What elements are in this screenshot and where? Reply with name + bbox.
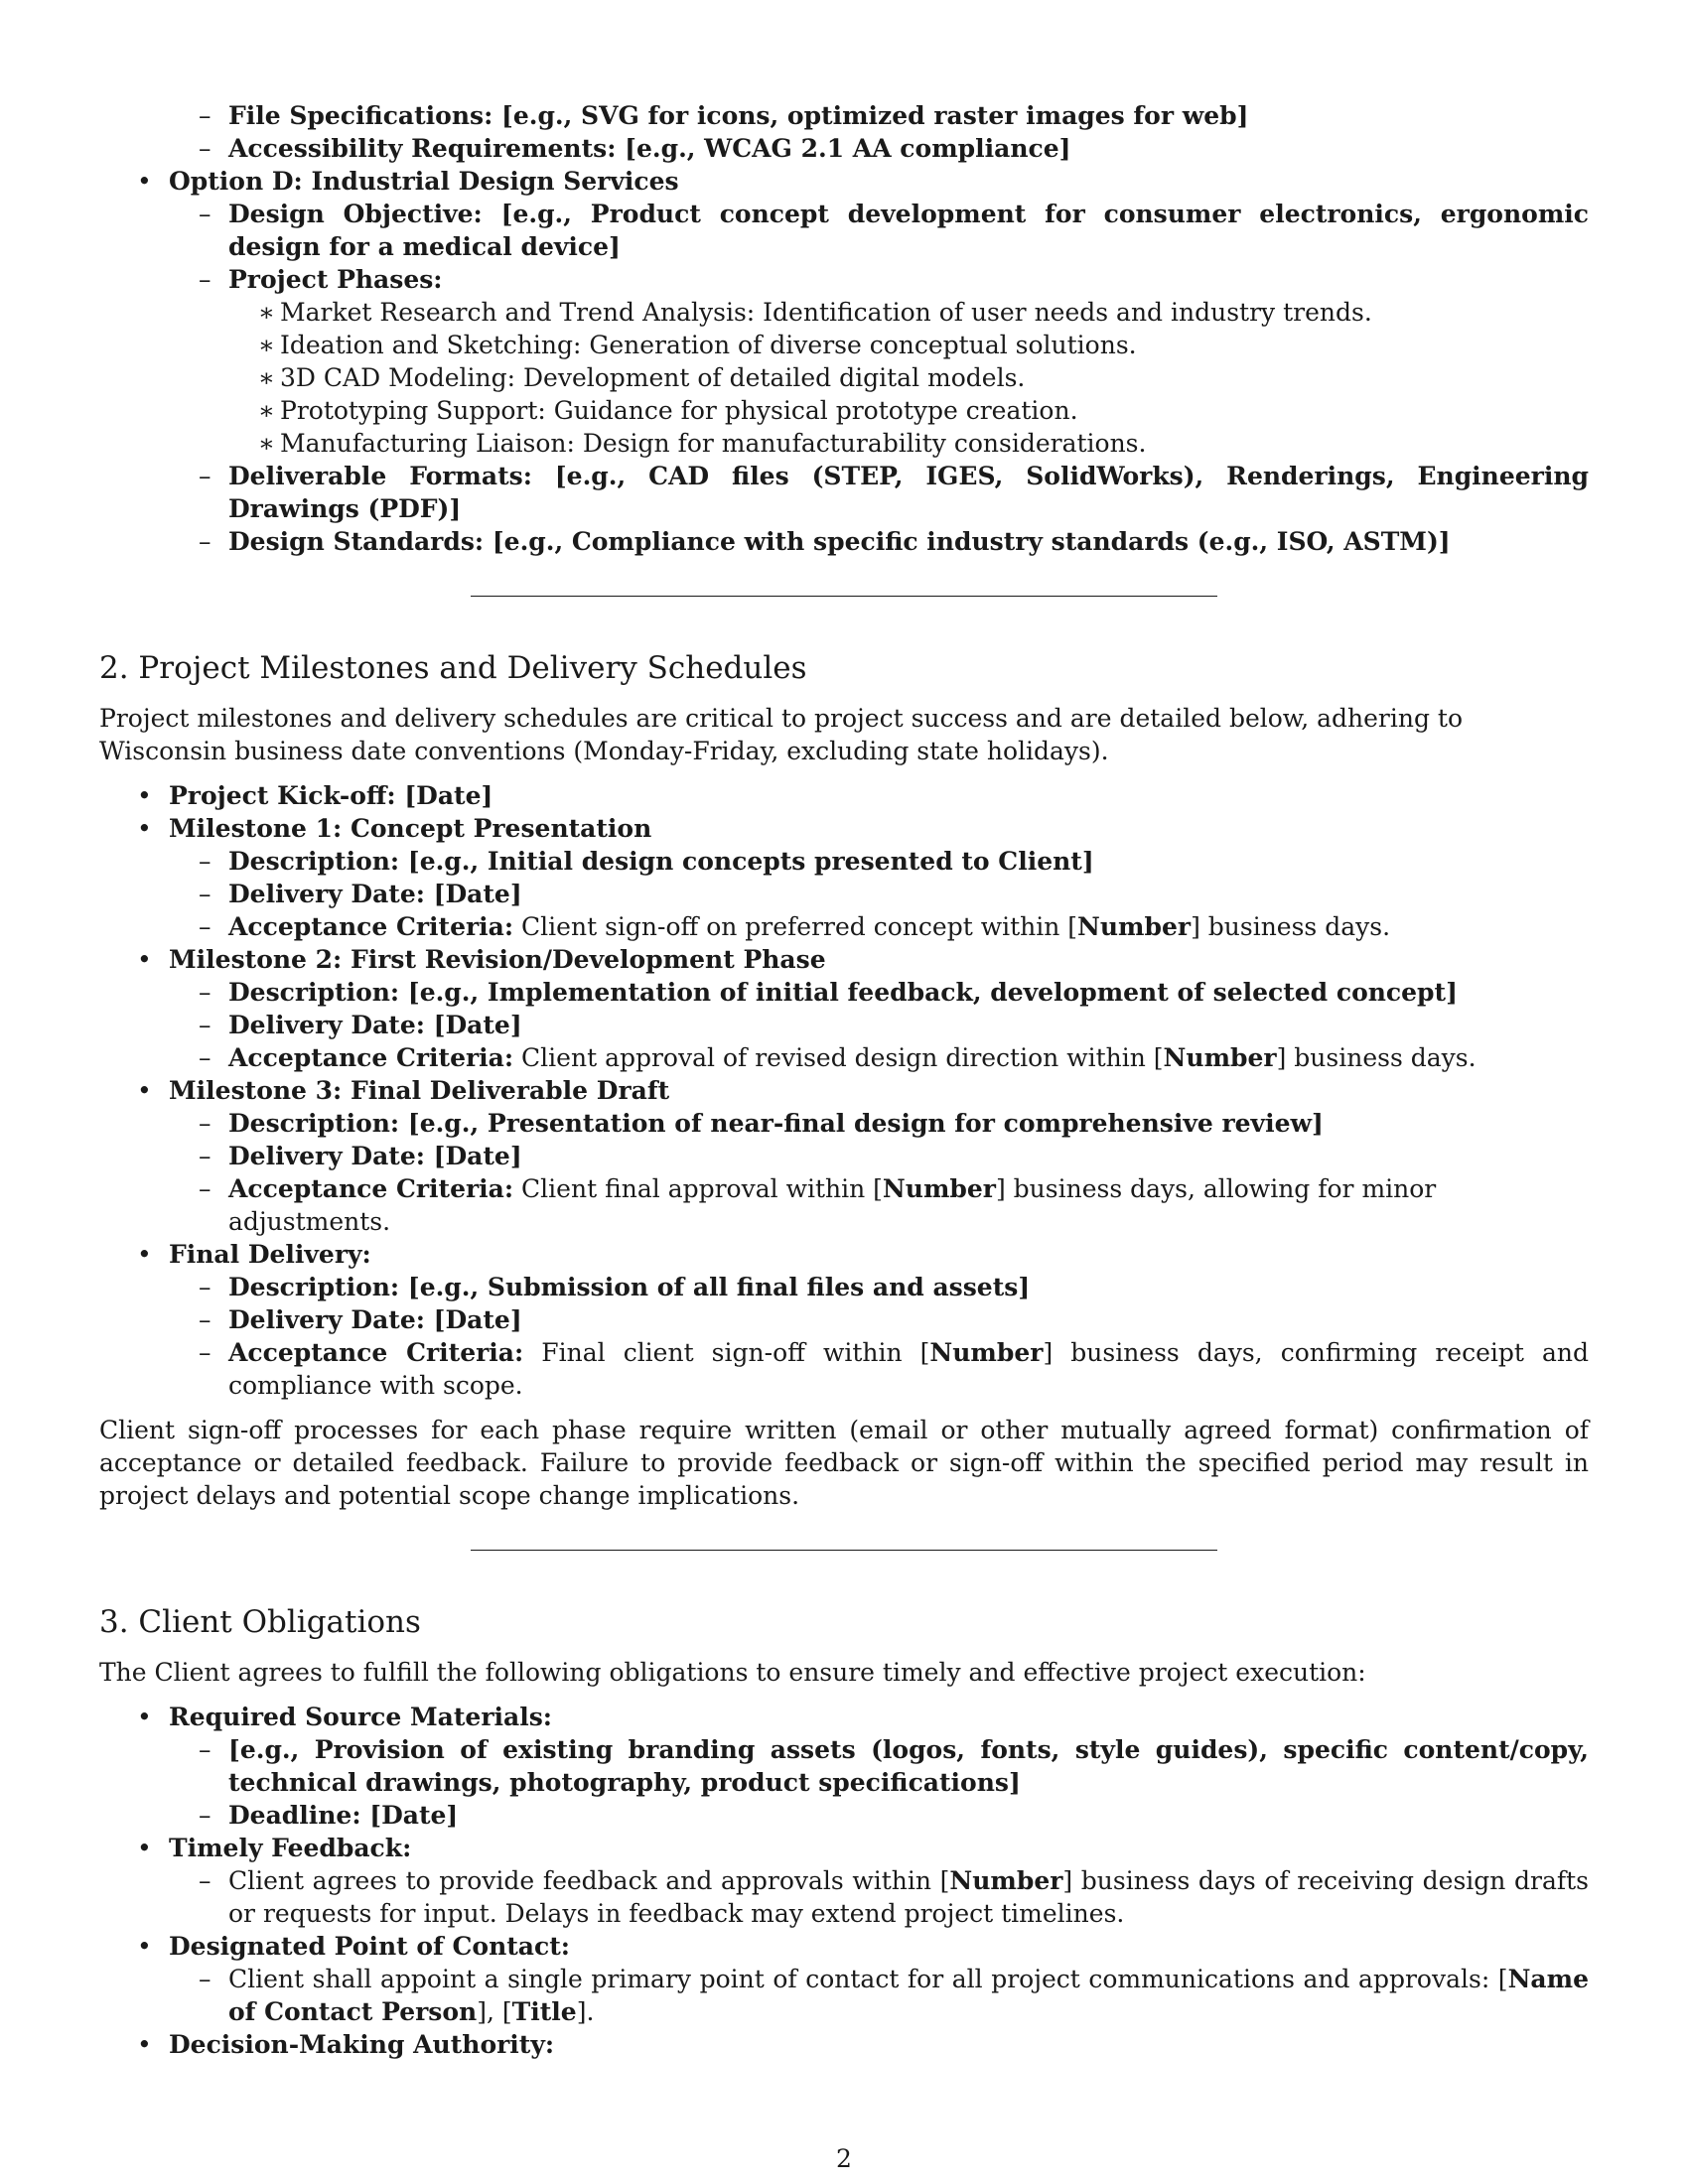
contact-text: Client shall appoint a single primary point of contact for all project communications and approvals: [ [228, 1965, 1508, 1993]
criteria-text: Client final approval within [ [513, 1174, 883, 1203]
list-item [169, 1107, 1589, 1140]
list-item [169, 1963, 1589, 2028]
deadline-text: Deadline: [Date] [228, 1801, 459, 1830]
milestone-delivery: Delivery Date: [Date] [228, 1142, 522, 1170]
milestone-item [99, 943, 1589, 1074]
milestone-item [99, 1074, 1589, 1238]
criteria-text: ] business days. [1191, 912, 1391, 941]
client-obligations-list [99, 1701, 1589, 2061]
criteria-text: ] business days, confirming receipt and compliance with scope. [228, 1338, 1589, 1400]
list-item [169, 1041, 1589, 1074]
obligation-title: Decision-Making Authority: [169, 2030, 555, 2059]
list-item [169, 1009, 1589, 1041]
milestone-delivery: Delivery Date: [Date] [228, 1305, 522, 1334]
obligation-title: Required Source Materials: [169, 1703, 552, 1731]
section-3-heading: 3. Client Obligations [99, 1604, 421, 1640]
criteria-label: Acceptance Criteria: [228, 1174, 514, 1203]
obligation-details [169, 1864, 1589, 1930]
option-d-list [99, 165, 1589, 558]
milestone-delivery: Delivery Date: [Date] [228, 1011, 522, 1039]
obligation-item [99, 1701, 1589, 1832]
criteria-text: Client sign-off on preferred concept within [ [513, 912, 1078, 941]
option-d-details [169, 198, 1589, 558]
page-content [99, 99, 1589, 2061]
phase-item: ∗ Manufacturing Liaison: Design for manufacturability considerations. [228, 427, 1589, 460]
design-standards-text: Design Standards: [e.g., Compliance with specific industry standards (e.g., ISO, ASTM)] [228, 527, 1451, 556]
milestone-title: Final Delivery: [169, 1240, 371, 1269]
milestone-details [169, 845, 1589, 943]
criteria-label: Acceptance Criteria: [228, 912, 514, 941]
criteria-text: Client approval of revised design direction within [ [513, 1043, 1164, 1072]
milestones-list [99, 779, 1589, 1402]
milestone-item [99, 1238, 1589, 1402]
project-phases-label: Project Phases: [228, 265, 443, 294]
list-item [169, 976, 1589, 1009]
feedback-text: ] business days of receiving design drafts or requests for input. Delays in feedback may extend project timelines. [228, 1866, 1590, 1928]
list-item [169, 878, 1589, 910]
feedback-text: Client agrees to provide feedback and approvals within [ [228, 1866, 950, 1895]
milestone-details [169, 1271, 1589, 1402]
number-placeholder: Number [882, 1174, 996, 1203]
deliverable-formats-text: Deliverable Formats: [e.g., CAD files (STEP, IGES, SolidWorks), Renderings, Engineering Drawings (PDF)] [228, 462, 1589, 523]
milestone-title: Milestone 1: Concept Presentation [169, 814, 652, 843]
section-2-intro: Project milestones and delivery schedules are critical to project success and are detailed below, adhering to Wisconsin business date conventions (Monday-Friday, excluding state holidays). [99, 704, 1464, 765]
contact-title-placeholder: Title [511, 1997, 577, 2026]
criteria-text: Final client sign-off within [ [523, 1338, 930, 1367]
option-d-item [99, 165, 1589, 558]
criteria-label: Acceptance Criteria: [228, 1043, 514, 1072]
milestone-description: Description: [e.g., Presentation of near-final design for comprehensive review] [228, 1109, 1324, 1138]
option-c-tail-list [99, 99, 1589, 165]
list-item [169, 263, 1589, 460]
number-placeholder: Number [1077, 912, 1192, 941]
list-item [169, 198, 1589, 263]
list-item [169, 1799, 1589, 1832]
obligation-title: Designated Point of Contact: [169, 1932, 571, 1961]
obligation-details [169, 1733, 1589, 1832]
list-item [169, 1140, 1589, 1172]
source-materials-text: [e.g., Provision of existing branding assets (logos, fonts, style guides), specific content/copy, technical drawings, photography, product specifications] [228, 1735, 1589, 1797]
obligation-item [99, 1930, 1589, 2028]
list-item [169, 1336, 1589, 1402]
list-item [99, 779, 1589, 812]
milestone-details [169, 976, 1589, 1074]
obligation-item [99, 1832, 1589, 1930]
list-item [169, 460, 1589, 525]
list-item [169, 1864, 1589, 1930]
number-placeholder: Number [1163, 1043, 1277, 1072]
milestone-details [169, 1107, 1589, 1238]
list-item [169, 1172, 1589, 1238]
design-objective-text: Design Objective: [e.g., Product concept development for consumer electronics, ergonomic design for a medical device] [228, 200, 1589, 261]
list-item [169, 910, 1589, 943]
phase-item: ∗ Ideation and Sketching: Generation of diverse conceptual solutions. [228, 329, 1589, 361]
milestone-description: Description: [e.g., Initial design concepts presented to Client] [228, 847, 1094, 876]
phase-item: ∗ Market Research and Trend Analysis: Identification of user needs and industry trends. [228, 296, 1589, 329]
milestone-delivery: Delivery Date: [Date] [228, 880, 522, 908]
option-d-title: Option D: Industrial Design Services [169, 167, 679, 196]
milestone-item [99, 812, 1589, 943]
criteria-label: Acceptance Criteria: [228, 1338, 524, 1367]
list-item [169, 99, 1589, 132]
list-item [169, 525, 1589, 558]
obligation-title: Timely Feedback: [169, 1834, 412, 1862]
list-item [169, 1271, 1589, 1303]
criteria-text: ] business days, allowing for minor adjustments. [228, 1174, 1437, 1236]
accessibility-text: Accessibility Requirements: [e.g., WCAG 2.1 AA compliance] [228, 134, 1071, 163]
project-phases-list [228, 296, 1589, 460]
list-item [169, 1733, 1589, 1799]
file-spec-text: File Specifications: [e.g., SVG for icons, optimized raster images for web] [228, 101, 1249, 130]
section-divider [471, 1550, 1217, 1551]
list-item [169, 1303, 1589, 1336]
section-divider [471, 596, 1217, 597]
page-number: 2 [836, 2144, 852, 2173]
phase-item: ∗ Prototyping Support: Guidance for physical prototype creation. [228, 394, 1589, 427]
criteria-text: ] business days. [1276, 1043, 1477, 1072]
list-item [169, 132, 1589, 165]
milestone-title: Milestone 2: First Revision/Development Phase [169, 945, 826, 974]
milestone-description: Description: [e.g., Submission of all final files and assets] [228, 1273, 1031, 1301]
kickoff-text: Project Kick-off: [Date] [169, 781, 493, 810]
milestone-title: Milestone 3: Final Deliverable Draft [169, 1076, 670, 1105]
obligation-details [169, 1963, 1589, 2028]
list-item [169, 845, 1589, 878]
phase-item: ∗ 3D CAD Modeling: Development of detailed digital models. [228, 361, 1589, 394]
obligation-item [99, 2028, 1589, 2061]
section-3-intro: The Client agrees to fulfill the following obligations to ensure timely and effective project execution: [99, 1658, 1366, 1687]
section-2-heading: 2. Project Milestones and Delivery Schedules [99, 650, 807, 686]
milestone-description: Description: [e.g., Implementation of initial feedback, development of selected concept] [228, 978, 1458, 1007]
contact-text: ], [ [477, 1997, 512, 2026]
contact-text: ]. [576, 1997, 595, 2026]
number-placeholder: Number [929, 1338, 1044, 1367]
section-2-closing: Client sign-off processes for each phase require written (email or other mutually agreed format) confirmation of acceptance or detailed feedback. Failure to provide feedback or sign-off within the specified period may result in project delays and potential scope change implications. [99, 1416, 1589, 1510]
contact-name-placeholder: Name of Contact Person [228, 1965, 1589, 2026]
number-placeholder: Number [949, 1866, 1063, 1895]
